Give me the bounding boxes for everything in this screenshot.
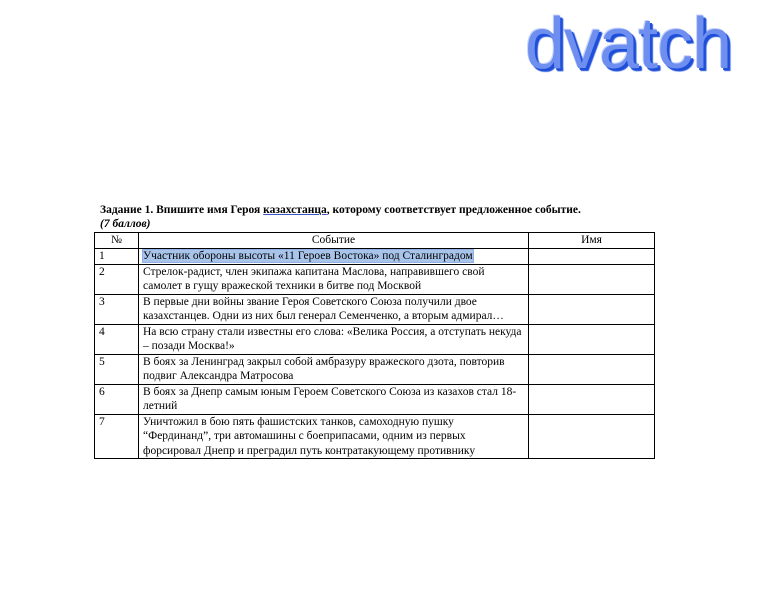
row-number: 7 [95, 414, 139, 459]
row-event[interactable] [139, 249, 529, 265]
table-row [95, 354, 655, 384]
events-table [94, 232, 655, 459]
table-header-row [95, 233, 655, 249]
header-name: Имя [529, 233, 655, 249]
task-points: (7 баллов) [100, 218, 151, 230]
row-event[interactable]: В боях за Ленинград закрыл собой амбразуру вражеского дзота, повторив подвиг Александра Матросова [139, 354, 529, 384]
row-event[interactable]: В боях за Днепр самым юным Героем Советского Союза из казахов стал 18-летний [139, 384, 529, 414]
row-event[interactable]: Стрелок-радист, член экипажа капитана Маслова, направившего свой самолет в гущу вражеской техники в битве под Москвой [139, 264, 529, 294]
table-row [95, 264, 655, 294]
task-title-start: Задание 1. Впишите имя Героя [100, 204, 264, 216]
row-number: 2 [95, 264, 139, 294]
task-title-end: , которому соответствует предложенное событие. [326, 204, 581, 216]
row-number: 1 [95, 249, 139, 265]
header-number: № [95, 233, 139, 249]
table-row [95, 414, 655, 459]
task-title [100, 203, 660, 217]
row-name-cell[interactable] [529, 249, 655, 265]
row-number: 3 [95, 294, 139, 324]
row-name-cell[interactable] [529, 294, 655, 324]
row-event[interactable]: На всю страну стали известны его слова: «Велика Россия, а отступать некуда – позади Москва!» [139, 324, 529, 354]
task-header [100, 203, 660, 231]
row-event[interactable]: Уничтожил в бою пять фашистских танков, самоходную пушку “Фердинанд”, три автомашины с боеприпасами, одним из первых форсировал Днепр и преградил путь контратакующему противнику [139, 414, 529, 459]
row-number: 5 [95, 354, 139, 384]
table-row [95, 324, 655, 354]
row-number: 4 [95, 324, 139, 354]
row-name-cell[interactable] [529, 324, 655, 354]
row-name-cell[interactable] [529, 264, 655, 294]
table-row [95, 294, 655, 324]
header-event: Событие [139, 233, 529, 249]
row-name-cell[interactable] [529, 414, 655, 459]
row-event[interactable]: В первые дни войны звание Героя Советского Союза получили двое казахстанцев. Одни из них был генерал Семенченко, а вторым адмирал… [139, 294, 529, 324]
row-name-cell[interactable] [529, 354, 655, 384]
watermark-logo: dvatch [525, 4, 732, 84]
table-row [95, 384, 655, 414]
table-row [95, 249, 655, 265]
row-name-cell[interactable] [529, 384, 655, 414]
task-title-underlined-word: казахстанца [263, 204, 327, 216]
selected-text[interactable]: Участник обороны высоты «11 Героев Востока» под Сталинградом [143, 250, 473, 262]
row-number: 6 [95, 384, 139, 414]
